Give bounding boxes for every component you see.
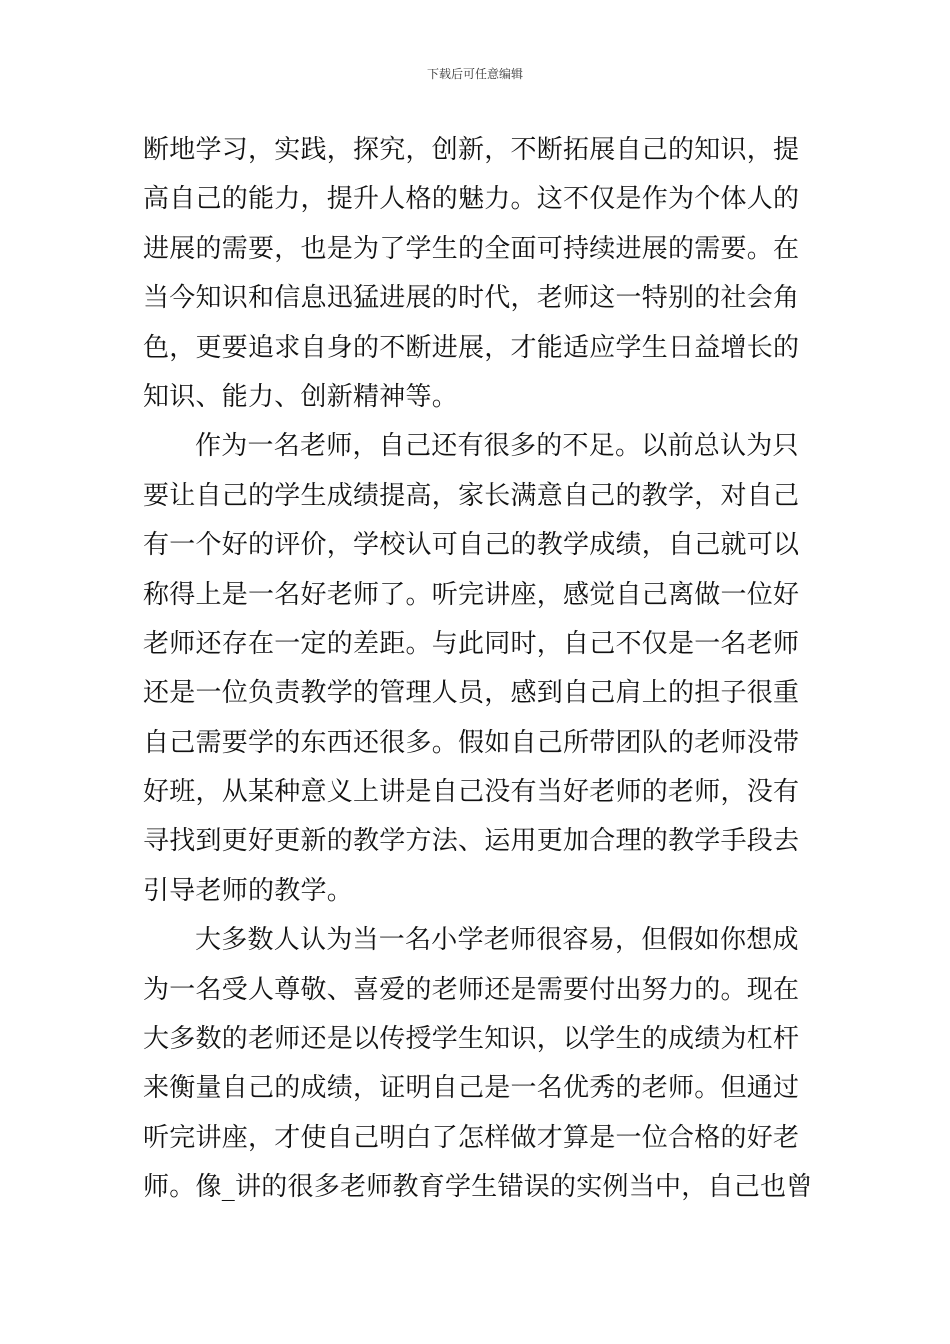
page-header: 下载后可任意编辑 <box>426 67 523 81</box>
text-line: 大多数的老师还是以传授学生知识，以学生的成绩为杠杆 <box>143 1024 800 1055</box>
text-line: 为一名受人尊敬、喜爱的老师还是需要付出努力的。现在 <box>143 974 800 1005</box>
text-line: 断地学习，实践，探究，创新，不断拓展自己的知识，提 <box>143 135 800 165</box>
text-line: 还是一位负责教学的管理人员，感到自己肩上的担子很重 <box>143 678 800 709</box>
paragraph-first-line: 作为一名老师，自己还有很多的不足。以前总认为只 <box>195 431 799 462</box>
text-line: 自己需要学的东西还很多。假如自己所带团队的老师没带 <box>143 727 800 758</box>
text-line: 知识、能力、创新精神等。 <box>143 381 459 412</box>
text-line: 师。像_讲的很多老师教育学生错误的实例当中，自己也曾 <box>143 1172 813 1203</box>
text-line: 老师还存在一定的差距。与此同时，自己不仅是一名老师 <box>143 628 800 659</box>
text-line: 称得上是一名好老师了。听完讲座，感觉自己离做一位好 <box>143 579 800 610</box>
document-body <box>143 126 811 1213</box>
text-line: 来衡量自己的成绩，证明自己是一名优秀的老师。但通过 <box>143 1073 800 1104</box>
text-line: 好班，从某种意义上讲是自己没有当好老师的老师，没有 <box>143 777 800 808</box>
text-line: 当今知识和信息迅猛进展的时代，老师这一特别的社会角 <box>143 283 800 314</box>
text-line: 进展的需要，也是为了学生的全面可持续进展的需要。在 <box>143 233 800 264</box>
text-line: 高自己的能力，提升人格的魅力。这不仅是作为个体人的 <box>143 184 800 215</box>
text-line: 色，更要追求自身的不断进展，才能适应学生日益增长的 <box>143 332 800 363</box>
text-line: 寻找到更好更新的教学方法、运用更加合理的教学手段去 <box>143 826 800 857</box>
text-line: 引导老师的教学。 <box>143 875 354 906</box>
text-line: 有一个好的评价，学校认可自己的教学成绩，自己就可以 <box>143 530 800 561</box>
text-line: 听完讲座，才使自己明白了怎样做才算是一位合格的好老 <box>143 1122 800 1153</box>
paragraph-first-line: 大多数人认为当一名小学老师很容易，但假如你想成 <box>195 925 799 956</box>
text-line: 要让自己的学生成绩提高，家长满意自己的教学，对自己 <box>143 480 800 511</box>
